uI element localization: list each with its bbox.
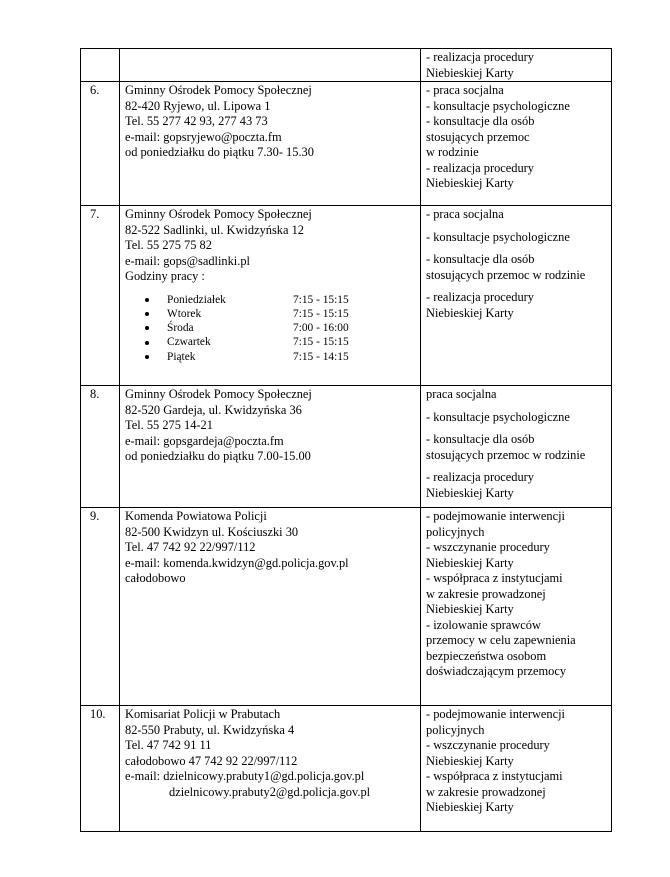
- service-line: Niebieskiej Karty: [426, 65, 514, 80]
- table-row: [81, 508, 612, 706]
- row-number: 7.: [81, 206, 120, 386]
- institution-info: [120, 206, 421, 386]
- institution-info: [120, 706, 421, 832]
- institution-email[interactable]: e-mail: gops@sadlinki.pl: [125, 253, 250, 268]
- services-list: [421, 706, 612, 832]
- list-item: [125, 293, 420, 307]
- list-item: [125, 335, 420, 349]
- bullet-icon: [145, 341, 149, 345]
- service-line: - realizacja procedury: [426, 290, 535, 304]
- institution-address: 82-500 Kwidzyn ul. Kościuszki 30: [125, 524, 299, 539]
- institution-hours: całodobowo: [125, 571, 186, 585]
- institutions-table: [80, 48, 612, 832]
- hours: 7:15 - 15:15: [293, 293, 349, 306]
- institution-hours: od poniedziałku do piątku 7.00-15.00: [125, 449, 311, 463]
- institution-hours: od poniedziałku do piątku 7.30- 15.30: [125, 145, 314, 159]
- spacer: [426, 403, 611, 410]
- service-line: - praca socjalna: [426, 83, 504, 97]
- service-line: policyjnych: [426, 524, 485, 539]
- list-item: [125, 307, 420, 321]
- services-list: [421, 49, 612, 82]
- institution-email[interactable]: e-mail: komenda.kwidzyn@gd.policja.gov.pl: [125, 555, 349, 570]
- service-line: w zakresie prowadzonej: [426, 586, 546, 601]
- service-line: doświadczającym przemocy: [426, 664, 567, 678]
- service-line: - praca socjalna: [426, 207, 504, 221]
- bullet-icon: [145, 298, 149, 302]
- table-row: [81, 206, 612, 386]
- hours: 7:15 - 14:15: [293, 350, 349, 363]
- institution-email-2[interactable]: dzielnicowy.prabuty2@gd.policja.gov.pl: [169, 784, 371, 799]
- spacer: [426, 223, 611, 230]
- service-line: Niebieskiej Karty: [426, 753, 514, 768]
- service-line: - współpraca z instytucjami: [426, 769, 563, 783]
- institution-phone: Tel. 55 277 42 93, 277 43 73: [125, 114, 268, 128]
- service-line: - realizacja procedury: [426, 470, 535, 484]
- institution-address: 82-550 Prabuty, ul. Kwidzyńska 4: [125, 722, 295, 737]
- institution-phone-24h: całodobowo 47 742 92 22/997/112: [125, 753, 298, 768]
- institution-name: Gminny Ośrodek Pomocy Społecznej: [125, 207, 312, 221]
- service-line: - realizacja procedury: [426, 50, 535, 64]
- row-number: 10.: [81, 706, 120, 832]
- service-line: przemocy w celu zapewnienia: [426, 633, 576, 647]
- service-line: - podejmowanie interwencji: [426, 707, 566, 721]
- list-item: [125, 350, 420, 364]
- institution-address: 82-420 Ryjewo, ul. Lipowa 1: [125, 98, 271, 113]
- service-line: - współpraca z instytucjami: [426, 571, 563, 585]
- service-line: - konsultacje dla osób: [426, 114, 535, 128]
- institution-name: Gminny Ośrodek Pomocy Społecznej: [125, 83, 312, 97]
- service-line: - wszczynanie procedury: [426, 540, 550, 554]
- row-number: 6.: [81, 82, 120, 206]
- weekday: Wtorek: [167, 307, 202, 320]
- service-line: Niebieskiej Karty: [426, 800, 514, 814]
- institution-name: Komenda Powiatowa Policji: [125, 509, 267, 523]
- table-row: [81, 706, 612, 832]
- services-list: [421, 206, 612, 386]
- service-line: - konsultacje dla osób: [426, 252, 535, 266]
- services-list: [421, 508, 612, 706]
- institution-phone: Tel. 47 742 92 22/997/112: [125, 540, 256, 554]
- hours: 7:15 - 15:15: [293, 336, 349, 349]
- bullet-icon: [145, 312, 149, 316]
- bullet-icon: [145, 326, 149, 330]
- service-line: - realizacja procedury: [426, 160, 535, 175]
- service-line: w zakresie prowadzonej: [426, 784, 546, 799]
- institution-email[interactable]: e-mail: gopsgardeja@poczta.fm: [125, 433, 284, 448]
- institution-name: Gminny Ośrodek Pomocy Społecznej: [125, 387, 312, 401]
- service-line: Niebieskiej Karty: [426, 176, 514, 190]
- service-line: - izolowanie sprawców: [426, 617, 541, 632]
- service-line: stosujących przemoc w rodzinie: [426, 447, 586, 462]
- service-line: - konsultacje psychologiczne: [426, 98, 570, 113]
- institution-info: [120, 49, 421, 82]
- spacer: [426, 425, 611, 432]
- institution-info: [120, 386, 421, 508]
- bullet-icon: [145, 355, 149, 359]
- table-row: [81, 82, 612, 206]
- row-number: 8.: [81, 386, 120, 508]
- services-list: [421, 386, 612, 508]
- weekday: Czwartek: [167, 336, 211, 349]
- weekday: Środa: [167, 322, 194, 335]
- institution-phone: Tel. 47 742 91 11: [125, 738, 212, 752]
- institution-address: 82-522 Sadlinki, ul. Kwidzyńska 12: [125, 222, 304, 237]
- row-number: [81, 49, 120, 82]
- service-line: stosujących przemoc: [426, 129, 530, 144]
- institution-email[interactable]: e-mail: gopsryjewo@poczta.fm: [125, 129, 282, 144]
- service-line: stosujących przemoc w rodzinie: [426, 267, 586, 282]
- institution-phone: Tel. 55 275 14-21: [125, 418, 213, 432]
- table-row: [81, 386, 612, 508]
- weekday: Piątek: [167, 350, 196, 363]
- service-line: Niebieskiej Karty: [426, 485, 514, 500]
- institution-address: 82-520 Gardeja, ul. Kwidzyńska 36: [125, 402, 302, 417]
- services-list: [421, 82, 612, 206]
- service-line: w rodzinie: [426, 145, 479, 159]
- institution-phone: Tel. 55 275 75 82: [125, 238, 212, 252]
- institution-info: [120, 82, 421, 206]
- service-line: Niebieskiej Karty: [426, 602, 514, 616]
- office-hours-label: Godziny pracy :: [125, 269, 205, 283]
- institution-email[interactable]: e-mail: dzielnicowy.prabuty1@gd.policja.gov.pl: [125, 769, 365, 783]
- service-line: Niebieskiej Karty: [426, 305, 514, 320]
- row-number: 9.: [81, 508, 120, 706]
- list-item: [125, 321, 420, 335]
- service-line: Niebieskiej Karty: [426, 555, 514, 570]
- spacer: [426, 245, 611, 252]
- spacer: [426, 283, 611, 290]
- service-line: - wszczynanie procedury: [426, 738, 550, 752]
- table-row: [81, 49, 612, 82]
- institution-name: Komisariat Policji w Prabutach: [125, 707, 281, 721]
- service-line: policyjnych: [426, 722, 485, 737]
- spacer: [426, 463, 611, 470]
- service-line: bezpieczeństwa osobom: [426, 648, 547, 663]
- office-hours-list: [125, 293, 420, 364]
- service-line: - konsultacje dla osób: [426, 432, 535, 446]
- hours: 7:15 - 15:15: [293, 307, 349, 320]
- service-line: - konsultacje psychologiczne: [426, 409, 570, 424]
- institution-info: [120, 508, 421, 706]
- service-line: praca socjalna: [426, 387, 497, 401]
- service-line: - konsultacje psychologiczne: [426, 229, 570, 244]
- weekday: Poniedziałek: [167, 293, 226, 306]
- hours: 7:00 - 16:00: [293, 322, 349, 335]
- service-line: - podejmowanie interwencji: [426, 509, 566, 523]
